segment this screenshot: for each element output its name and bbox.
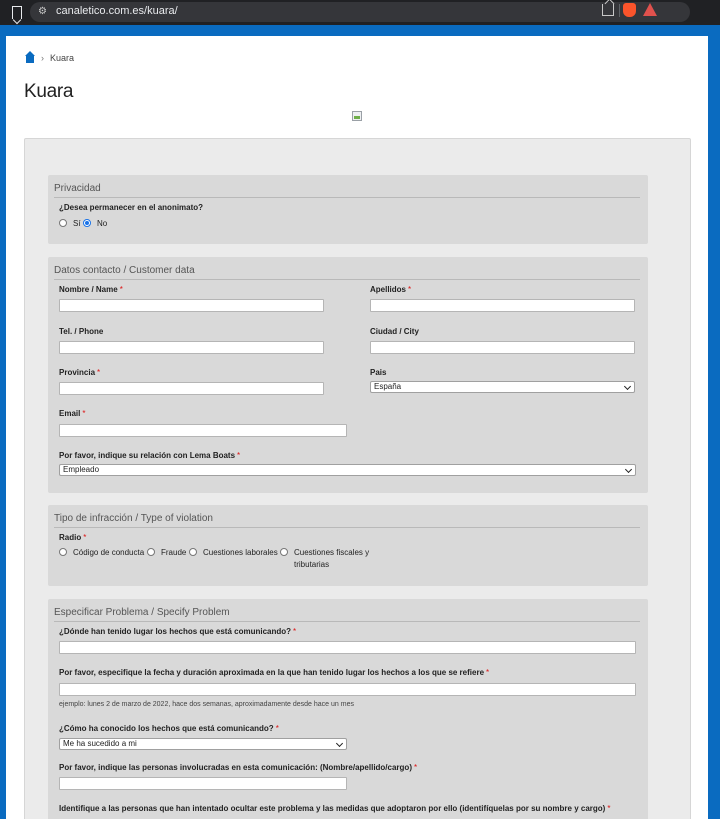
brave-shields-icon[interactable] — [623, 3, 636, 17]
extension-icon[interactable] — [643, 3, 657, 16]
relation-select[interactable]: Empleado — [59, 464, 636, 476]
anonymity-yes-radio[interactable] — [59, 219, 67, 227]
date-hint: ejemplo: lunes 2 de marzo de 2022, hace dos semanas, aproximadamente desde hace un mes — [59, 701, 354, 708]
people-input[interactable] — [59, 777, 347, 790]
violation-section — [48, 505, 648, 586]
violation-conduct-label: Código de conducta — [73, 548, 145, 557]
violation-tax-label: Cuestiones fiscales y — [294, 548, 370, 557]
violation-radio-label: Radio * — [59, 533, 87, 542]
violation-fraud-label: Fraude — [161, 548, 187, 557]
date-label: Por favor, especifique la fecha y duración aproximada en la que han tenido lugar los hechos a los que se refiere * — [59, 668, 490, 677]
relation-label: Por favor, indique su relación con Lema Boats * — [59, 451, 241, 460]
province-input[interactable] — [59, 382, 324, 395]
browser-toolbar — [0, 0, 720, 25]
country-label: Pais — [370, 368, 387, 377]
page-title: Kuara — [24, 81, 74, 102]
surname-label: Apellidos * — [370, 285, 412, 294]
violation-tax-label-cont: tributarias — [294, 560, 330, 569]
phone-input[interactable] — [59, 341, 324, 354]
chevron-down-icon — [625, 466, 632, 473]
problem-section — [48, 599, 648, 819]
breadcrumb — [26, 53, 74, 63]
violation-conduct-radio[interactable] — [59, 548, 67, 556]
share-icon[interactable] — [602, 4, 614, 16]
where-label: ¿Dónde han tenido lugar los hechos que está comunicando? * — [59, 627, 297, 636]
violation-labor-label: Cuestiones laborales — [203, 548, 278, 557]
violation-labor-radio[interactable] — [189, 548, 197, 556]
email-input[interactable] — [59, 424, 347, 437]
breadcrumb-current: Kuara — [50, 53, 75, 63]
people-label: Por favor, indique las personas involucradas en esta comunicación: (Nombre/apellido/cargo) * — [59, 763, 418, 772]
contact-section — [48, 257, 648, 493]
complaint-form — [24, 138, 691, 819]
concealment-label: Identifique a las personas que han intentado ocultar este problema y las medidas que adoptaron por ello (identifíquelas por su nombre y cargo) * — [59, 804, 611, 813]
phone-label: Tel. / Phone — [59, 327, 104, 336]
name-input[interactable] — [59, 299, 324, 312]
violation-tax-radio[interactable] — [280, 548, 288, 556]
site-settings-icon[interactable]: ⚙ — [38, 6, 47, 17]
violation-legend: Tipo de infracción / Type of violation — [54, 513, 640, 528]
contact-legend: Datos contacto / Customer data — [54, 265, 640, 280]
how-select[interactable]: Me ha sucedido a mi — [59, 738, 347, 750]
problem-legend: Especificar Problema / Specify Problem — [54, 607, 640, 622]
where-input[interactable] — [59, 641, 636, 654]
anonymity-no-radio[interactable] — [83, 219, 91, 227]
date-input[interactable] — [59, 683, 636, 696]
name-label: Nombre / Name * — [59, 285, 123, 294]
chevron-down-icon — [624, 383, 631, 390]
violation-fraud-radio[interactable] — [147, 548, 155, 556]
privacy-section — [48, 175, 648, 244]
address-bar[interactable] — [30, 2, 690, 22]
breadcrumb-separator: › — [41, 53, 44, 63]
how-label: ¿Cómo ha conocido los hechos que está comunicando? * — [59, 724, 279, 733]
province-label: Provincia * — [59, 368, 101, 377]
anonymity-yes-label: Sí — [73, 219, 81, 228]
surname-input[interactable] — [370, 299, 635, 312]
toolbar-divider — [619, 4, 620, 17]
chevron-down-icon — [336, 740, 343, 747]
email-label: Email * — [59, 409, 86, 418]
anonymity-question: ¿Desea permanecer en el anonimato? — [59, 203, 204, 212]
country-select[interactable]: España — [370, 381, 635, 393]
privacy-legend: Privacidad — [54, 183, 640, 198]
bookmark-icon[interactable] — [12, 6, 22, 19]
city-label: Ciudad / City — [370, 327, 419, 336]
anonymity-no-label: No — [97, 219, 108, 228]
url-text[interactable]: canaletico.com.es/kuara/ — [56, 5, 178, 17]
page-content — [6, 36, 708, 819]
home-icon[interactable] — [26, 56, 34, 63]
broken-image-icon — [352, 111, 362, 121]
city-input[interactable] — [370, 341, 635, 354]
